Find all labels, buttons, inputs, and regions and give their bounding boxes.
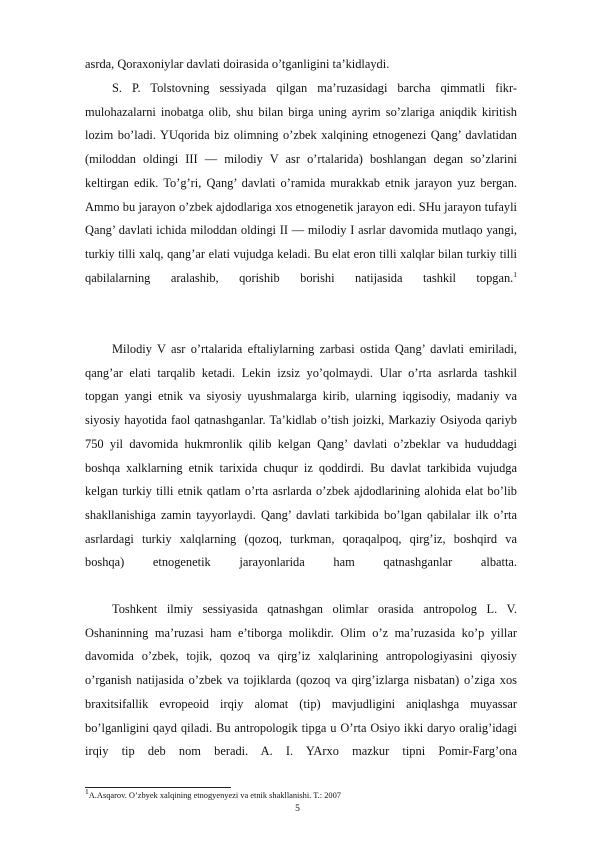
- footnote-reference: 1: [513, 269, 517, 279]
- paragraph-1: [85, 77, 517, 290]
- opening-line: asrda, Qoraxoniylar davlati doirasida o’tganligini ta’kidlaydi.: [85, 57, 390, 71]
- paragraph-2-text: Milodiy V asr o’rtalarida eftaliylarning zarbasi ostida Qang’ davlati emiriladi, qang’ar elati tarqalib ketadi. Lekin izsiz yo’qolmaydi. Ular o’rta asrlarda tashkil topgan yangi etnik va siyosiy uyushmalarga kirib, ularning iqgisodiy, madaniy va siyosiy hayotida faol qatnashganlar. Ta’kidlab o’tish joizki, Markaziy Osiyoda qariyb 750 yil davomida hukmronlik qilib kelgan Qang’ davlati o’zbeklar va hududdagi boshqa xalklarning etnik tarixida chuqur iz qoddirdi. Bu davlat tarkibida vujudga kelgan turkiy tilli etnik qatlam o’rta asrlarda o’zbek ajdodlarining alohida elat bo’lib shakllanishiga zamin tayyorlaydi. Qang’ davlati tarkibida bo’lgan qabilalar ilk o’rta asrlardagi turkiy xalqlarning (qozoq, turkman, qoraqalpoq, qirg’iz, boshqird va boshqa) etnogenetik jarayonlarida ham qatnashganlar albatta.: [85, 342, 517, 570]
- footnote-text: A.Asqarov. O’zbyek xalqining etnogyenyezi va etnik shakllanishi. T.: 2007: [88, 791, 341, 800]
- footnote-separator: [85, 787, 231, 788]
- footnote: [85, 787, 341, 801]
- paragraph-2: [85, 338, 517, 575]
- paragraph-3-text: Toshkent ilmiy sessiyasida qatnashgan olimlar orasida antropolog L. V. Oshaninning ma’ruzasi ham e’tiborga molikdir. Olim o’z ma’ruzasida ko’p yillar davomida o’zbek, tojik, qozoq va qirg’iz xalqlarining antropologiyasini qiyosiy o’rganish natijasida o’zbek va tojiklarda (qozoq va qirg’izlarga nisbatan) o’ziga xos braxitsifallik evropeoid irqiy alomat (tip) mavjudligini aniqlashga muyassar bo’lganligini qayd qiladi. Bu antropologik tipga u O’rta Osiyo ikki daryo oralig’idagi irqiy tip deb nom beradi. A. I. YArxo mazkur tipni Pomir-Farg’ona: [85, 602, 517, 759]
- page-number: 5: [295, 804, 300, 814]
- footnote-number: 1: [85, 787, 89, 797]
- paragraph-3: [85, 598, 517, 764]
- paragraph-1-text: S. P. Tolstovning sessiyada qilgan ma’ruzasidagi barcha qimmatli fikr-mulohazalarni inobatga olib, shu bilan birga uning ayrim so’zlariga aniqdik kiritish lozim bo’ladi. YUqorida biz olimning o’zbek xalqining etnogenezi Qang’ davlatidan (miloddan oldingi III — milodiy V asr o’rtalarida) boshlangan degan so’zlarini keltirgan edik. To’g’ri, Qang’ davlati o’ramida murakkab etnik jarayon yuz bergan. Ammo bu jarayon o’zbek ajdodlariga xos etnogenetik jarayon edi. SHu jarayon tufayli Qang’ davlati ichida miloddan oldingi II — milodiy I asrlar davomida mutlaqo yangi, turkiy tilli xalq, qang’ar elati vujudga keladi. Bu elat eron tilli xalqlar bilan turkiy tilli qabilalarning aralashib, qorishib borishi natijasida tashkil topgan.: [85, 81, 517, 285]
